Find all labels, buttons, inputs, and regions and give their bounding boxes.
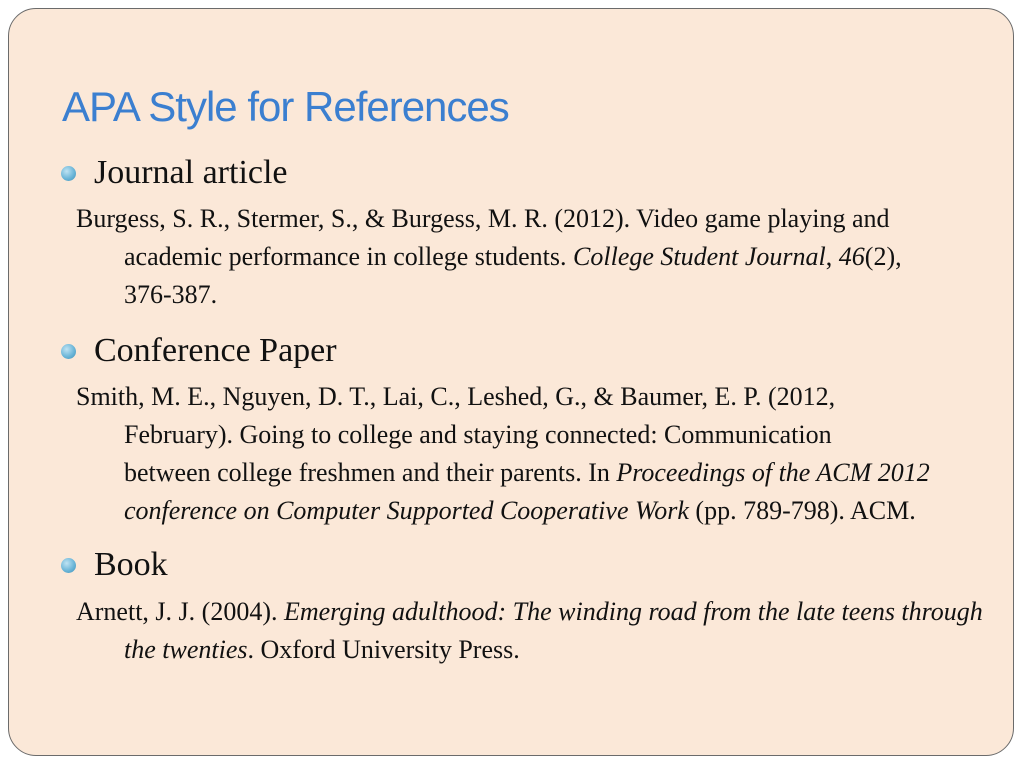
reference-line: conference on Computer Supported Cooperative Work (pp. 789-798). ACM. <box>124 496 916 525</box>
reference-line: academic performance in college students. College Student Journal, 46(2), <box>124 242 902 271</box>
reference-line: 376-387. <box>124 280 218 309</box>
bullet-icon <box>61 166 76 181</box>
proceedings-title: Proceedings of the ACM 2012 <box>616 458 930 487</box>
heading-journal-article <box>61 154 288 192</box>
proceedings-title-cont: conference on Computer Supported Cooperative Work <box>124 496 689 525</box>
heading-label: Conference Paper <box>94 332 337 369</box>
volume-number: 46 <box>838 242 865 271</box>
slide-title: APA Style for References <box>62 83 509 130</box>
reference-line: Burgess, S. R., Stermer, S., & Burgess, M. R. (2012). Video game playing and <box>76 204 890 233</box>
heading-label: Journal article <box>94 154 288 191</box>
book-title: Emerging adulthood: The winding road from the late teens through <box>283 597 983 626</box>
book-title-cont: the twenties <box>124 635 248 664</box>
reference-conference <box>76 378 996 530</box>
slide <box>8 8 1014 756</box>
heading-book <box>61 546 168 584</box>
journal-title: College Student Journal <box>573 242 826 271</box>
bullet-icon <box>61 558 76 573</box>
heading-conference-paper <box>61 332 337 370</box>
reference-line: the twenties. Oxford University Press. <box>124 635 520 664</box>
heading-label: Book <box>94 546 168 583</box>
reference-book <box>76 593 996 669</box>
reference-line: Arnett, J. J. (2004). Emerging adulthood: The winding road from the late teens through <box>76 597 983 626</box>
reference-line: between college freshmen and their parents. In Proceedings of the ACM 2012 <box>124 458 930 487</box>
bullet-icon <box>61 344 76 359</box>
reference-line: February). Going to college and staying connected: Communication <box>124 420 832 449</box>
reference-line: Smith, M. E., Nguyen, D. T., Lai, C., Leshed, G., & Baumer, E. P. (2012, <box>76 382 836 411</box>
reference-journal <box>76 200 996 314</box>
